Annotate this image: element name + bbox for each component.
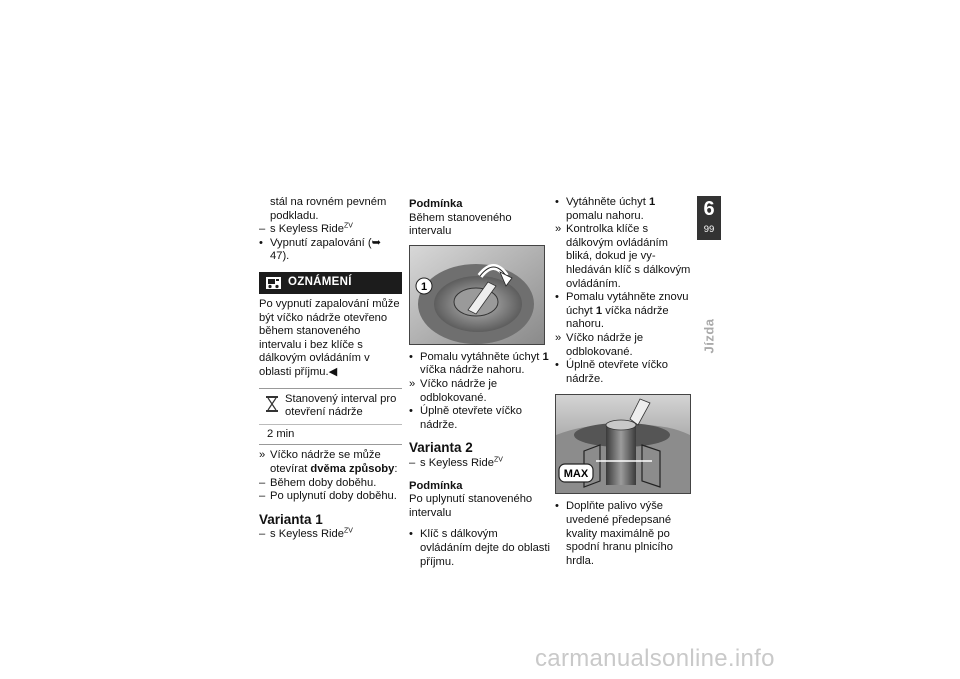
variant-2-condition: – s Keyless Ride$^{ZV}$: [409, 456, 503, 469]
callout-1: 1: [420, 280, 428, 293]
condition-keyless: – s Keyless Ride$^{ZV}$: [259, 222, 353, 236]
continued-text: stál na rovném pevném podkladu.: [270, 196, 387, 222]
variant-1-condition: – s Keyless Ride$^{ZV}$: [259, 527, 353, 541]
option-after: – Po uplynutí doby doběhu.: [259, 490, 397, 503]
bullet-marker: •: [259, 236, 263, 249]
column-1: [259, 196, 402, 542]
step-refuel: • Doplňte palivo výše uvedené předepsané kvality maximálně po spodní hranu plnicího hrdla.: [555, 500, 673, 567]
result-marker: »: [259, 449, 266, 462]
step-pull-handle-2: • Vytáhněte úchyt 1 pomalu nahoru.: [555, 196, 656, 222]
dash-marker: –: [259, 223, 266, 236]
step-pull-handle: • Pomalu vytáhněte úchyt 1 víčka nádrže nahoru.: [409, 350, 549, 377]
column-2: [409, 198, 551, 569]
result-two-ways: » Víčko nádrže se může otevírat dvěma způsoby:: [259, 449, 398, 475]
step-open-cap: • Úplně otevřete víčko nádrže.: [409, 405, 522, 431]
chapter-label: Jízda: [701, 318, 717, 354]
zv-mark: ZV: [344, 222, 353, 230]
step-open-cap-2: • Úplně otevřete víčko nádrže.: [555, 359, 668, 385]
chapter-number: 6: [703, 198, 715, 220]
result-unlocked-2: » Víčko nádrže je odblokované.: [555, 331, 644, 358]
end-mark-icon: ◀: [328, 365, 338, 378]
notice-text: Po vypnutí zapalování může být víčko nádrže otevřeno během stanoveného intervalu i bez klíče s dálkovým ovládáním v oblasti příjmu.◀: [259, 297, 400, 378]
result-unlocked: » Víčko nádrže je odblokované.: [409, 377, 498, 404]
variant-2-heading: Varianta 2: [409, 440, 473, 456]
step-ignition-off: • Vypnutí zapalování (➥ 47).: [259, 236, 381, 263]
watermark: carmanualsonline.info: [535, 645, 775, 672]
filler-neck-image: [555, 394, 691, 494]
column-3: [555, 196, 693, 568]
notice-title: OZNÁMENÍ: [288, 276, 352, 289]
condition-text: Během stanoveného intervalu: [409, 211, 512, 238]
condition-title: Podmínka: [409, 198, 463, 210]
page-number: 99: [703, 224, 715, 235]
fuel-cap-image: [409, 245, 545, 345]
variant-1-heading: Varianta 1: [259, 511, 323, 527]
step-key-in-range: • Klíč s dálkovým ovládáním dejte do oblasti příjmu.: [409, 528, 550, 568]
result-indicator-flashes: » Kontrolka klíče s dálkovým ovládáním bliká, dokud je vyhledáván klíč s dálkovým ovládáním.: [555, 223, 691, 290]
motorcycle-notice-icon: [265, 276, 282, 290]
max-label: MAX: [563, 468, 589, 481]
timer-icon: [265, 395, 279, 413]
interval-table: [259, 388, 402, 446]
condition-2-title: Podmínka: [409, 479, 463, 492]
option-during: – Během doby doběhu.: [259, 476, 377, 489]
table-label: Stanovený interval pro otevření nádrže: [285, 392, 397, 419]
notice-header: [259, 272, 402, 294]
page-ref-arrow-icon: ➥: [371, 236, 381, 249]
condition-2-text: Po uplynutí stanoveného intervalu: [409, 493, 533, 519]
step-pull-again: • Pomalu vytáhněte znovu úchyt 1 víčka nádrže nahoru.: [555, 291, 689, 331]
table-value: 2 min: [267, 427, 295, 440]
